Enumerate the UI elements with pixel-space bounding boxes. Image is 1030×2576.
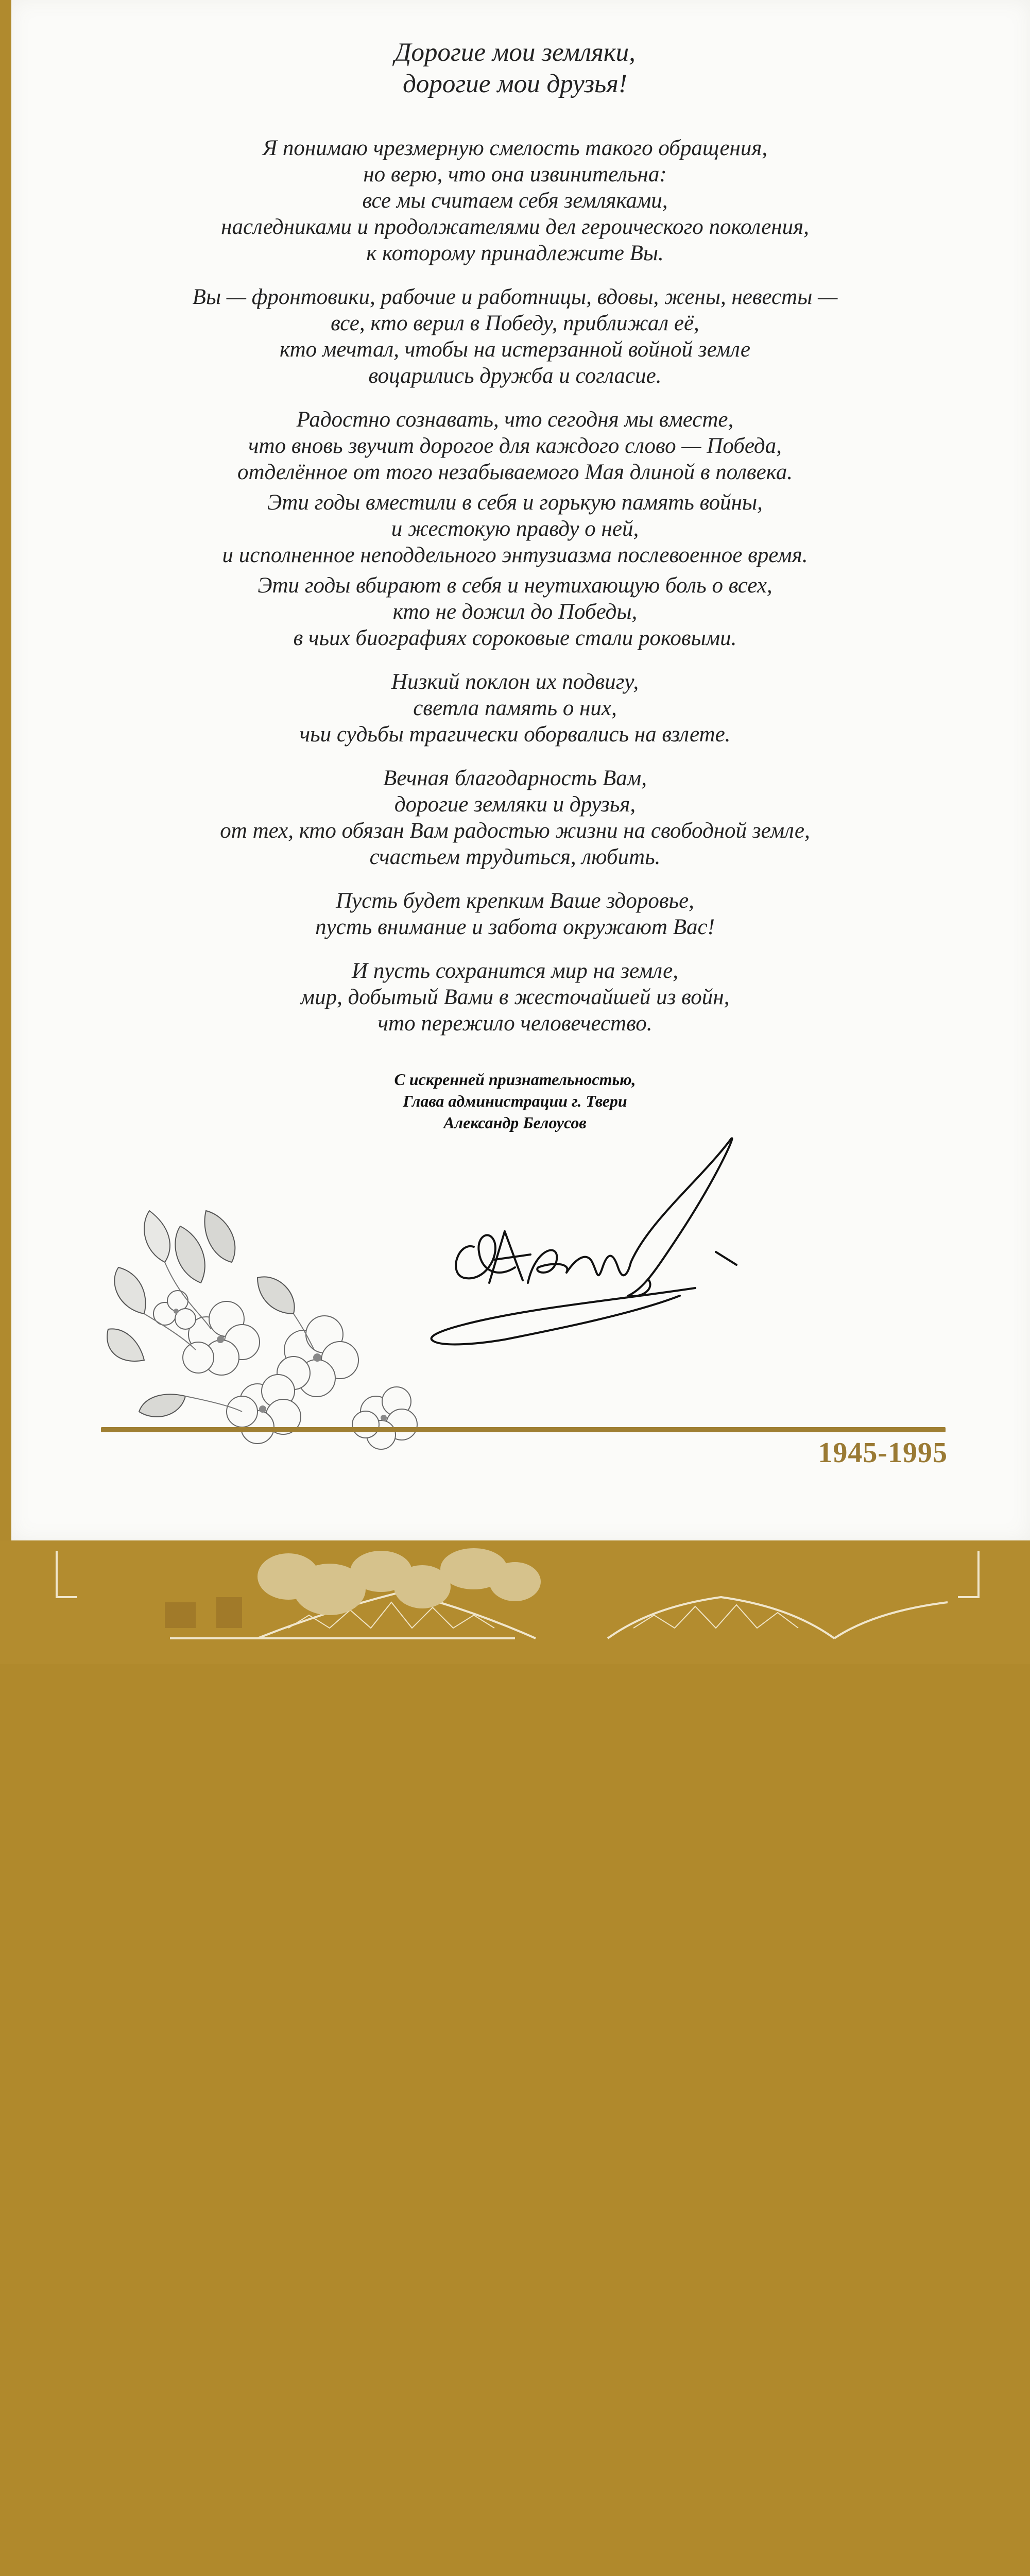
text-line: воцарились дружба и согласие. [368, 364, 662, 388]
text-line: Вечная благодарность Вам, [383, 766, 647, 790]
paragraph [0, 406, 1030, 485]
closing-line: Глава администрации г. Твери [403, 1092, 627, 1110]
anniversary-years: 1945-1995 [818, 1437, 948, 1469]
paragraph [0, 669, 1030, 748]
greeting-line: Дорогие мои земляки, [394, 38, 636, 67]
paragraph [0, 888, 1030, 940]
text-line: отделённое от того незабываемого Мая длиной в полвека. [237, 460, 793, 484]
paragraph [0, 572, 1030, 651]
text-line: пусть внимание и забота окружают Вас! [315, 915, 715, 939]
closing-line: Александр Белоусов [443, 1113, 587, 1132]
text-line: что пережило человечество. [377, 1011, 653, 1036]
text-line: все мы считаем себя земляками, [362, 189, 668, 213]
text-line: но верю, что она извинительна: [363, 162, 667, 187]
text-line: Эти годы вбирают в себя и неутихающую боль о всех, [258, 573, 772, 598]
bottom-gold-band [0, 1540, 1030, 1664]
greeting-heading [0, 37, 1030, 100]
text-line: Низкий поклон их подвигу, [391, 670, 639, 694]
paragraph [0, 135, 1030, 266]
text-line: Эти годы вместили в себя и горькую память войны, [267, 490, 763, 515]
text-line: Радостно сознавать, что сегодня мы вместе, [296, 408, 734, 432]
closing-line: С искренней признательностью, [394, 1070, 636, 1089]
text-line: чьи судьбы трагически оборвались на взлете. [299, 722, 731, 747]
letter-body [0, 135, 1030, 1054]
text-line: все, кто верил в Победу, приближал её, [331, 311, 699, 335]
text-line: Пусть будет крепким Ваше здоровье, [336, 889, 694, 913]
text-line: И пусть сохранится мир на земле, [352, 959, 678, 983]
text-line: и жестокую правду о ней, [391, 517, 639, 541]
text-line: счастьем трудиться, любить. [369, 845, 661, 869]
paragraph [0, 489, 1030, 568]
text-line: Вы — фронтовики, рабочие и работницы, вдовы, жены, невесты — [192, 285, 838, 309]
horizontal-rule [101, 1427, 946, 1432]
text-line: светла память о них, [413, 696, 617, 720]
text-line: мир, добытый Вами в жесточайшей из войн, [300, 985, 730, 1009]
text-line: от тех, кто обязан Вам радостью жизни на свободной земле, [220, 819, 810, 843]
text-line: в чьих биографиях сороковые стали роковыми. [293, 626, 737, 650]
apple-blossom-illustration [88, 1195, 469, 1484]
text-line: кто мечтал, чтобы на истерзанной войной земле [280, 337, 750, 362]
bridge-illustration [0, 1540, 1030, 1664]
text-line: дорогие земляки и друзья, [394, 792, 636, 817]
text-line: кто не дожил до Победы, [392, 600, 638, 624]
paragraph [0, 284, 1030, 389]
text-line: что вновь звучит дорогое для каждого слово — Победа, [248, 434, 782, 458]
paragraph [0, 958, 1030, 1037]
text-line: к которому принадлежите Вы. [366, 241, 664, 265]
text-line: Я понимаю чрезмерную смелость такого обращения, [262, 136, 768, 160]
paragraph [0, 765, 1030, 870]
text-line: и исполненное неподдельного энтузиазма послевоенное время. [222, 543, 808, 567]
handwritten-signature [427, 1118, 767, 1365]
greeting-line: дорогие мои друзья! [403, 70, 627, 98]
text-line: наследниками и продолжателями дел героического поколения, [221, 215, 809, 239]
